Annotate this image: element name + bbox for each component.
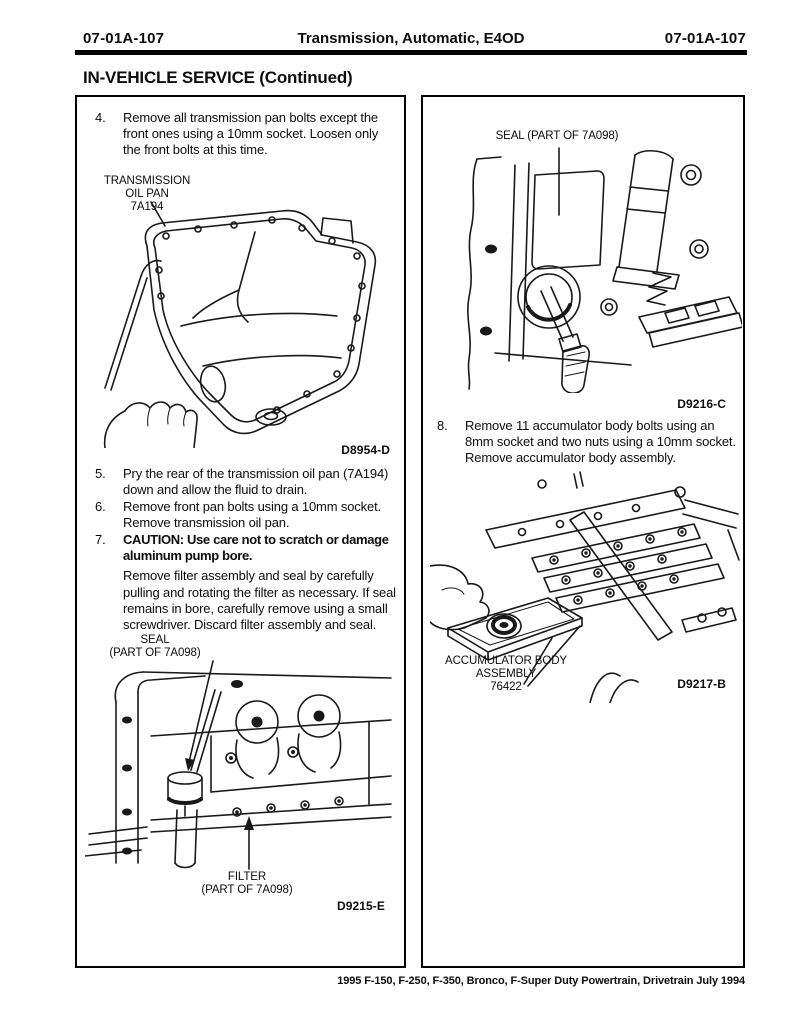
section-heading: IN-VEHICLE SERVICE (Continued) [83, 68, 353, 87]
seal-bore-drawing [437, 145, 742, 393]
figure-code: D8954-D [341, 443, 390, 457]
step-5 [95, 466, 399, 498]
step-4 [95, 110, 399, 159]
seal-label: SEAL (PART OF 7A098) [109, 634, 201, 659]
step-number: 6. [95, 499, 106, 514]
figure-code: D9215-E [336, 899, 385, 913]
figure-code: D9216-C [677, 397, 726, 411]
footer-text: 1995 F-150, F-250, F-350, Bronco, F-Super Duty Powertrain, Drivetrain July 1994 [337, 975, 745, 987]
caution-text: CAUTION: Use care not to scratch or damage aluminum pump bore. [123, 532, 389, 564]
step-text: Remove front pan bolts using a 10mm socket. Remove transmission oil pan. [123, 499, 382, 531]
step-8 [437, 418, 746, 467]
step-text: Remove filter assembly and seal by carefully pulling and rotating the filter as necessary. If seal remains in bore, carefully remove using a small screwdriver. Discard filter assembly and seal. [123, 568, 396, 633]
header-rule [75, 50, 747, 55]
step-number: 5. [95, 466, 106, 481]
header-code-left: 07-01A-107 [83, 30, 165, 47]
page-title: Transmission, Automatic, E4OD [297, 30, 525, 47]
oil-pan-drawing [85, 198, 400, 448]
step-text: Remove 11 accumulator body bolts using an 8mm socket and two nuts using a 10mm socket. Remove accumulator body assembly. [465, 418, 736, 466]
figure-code: D9217-B [677, 677, 726, 691]
accumulator-label: ACCUMULATOR BODY ASSEMBLY 76422 [445, 655, 567, 693]
filter-label: FILTER (PART OF 7A098) [201, 871, 293, 896]
step-7 [95, 532, 399, 633]
step-text: Pry the rear of the transmission oil pan (7A194) down and allow the fluid to drain. [123, 466, 389, 498]
seal-filter-drawing [85, 658, 400, 870]
oil-pan-label: TRANSMISSION OIL PAN 7A194 [103, 175, 191, 213]
step-6 [95, 499, 399, 531]
step-number: 4. [95, 110, 106, 125]
seal-bore-label: SEAL (PART OF 7A098) [495, 130, 619, 142]
header-code-right: 07-01A-107 [664, 30, 746, 47]
step-text: Remove all transmission pan bolts except the front ones using a 10mm socket. Loosen only the front bolts at this time. [123, 110, 379, 158]
step-number: 8. [437, 418, 448, 433]
step-number: 7. [95, 532, 106, 547]
